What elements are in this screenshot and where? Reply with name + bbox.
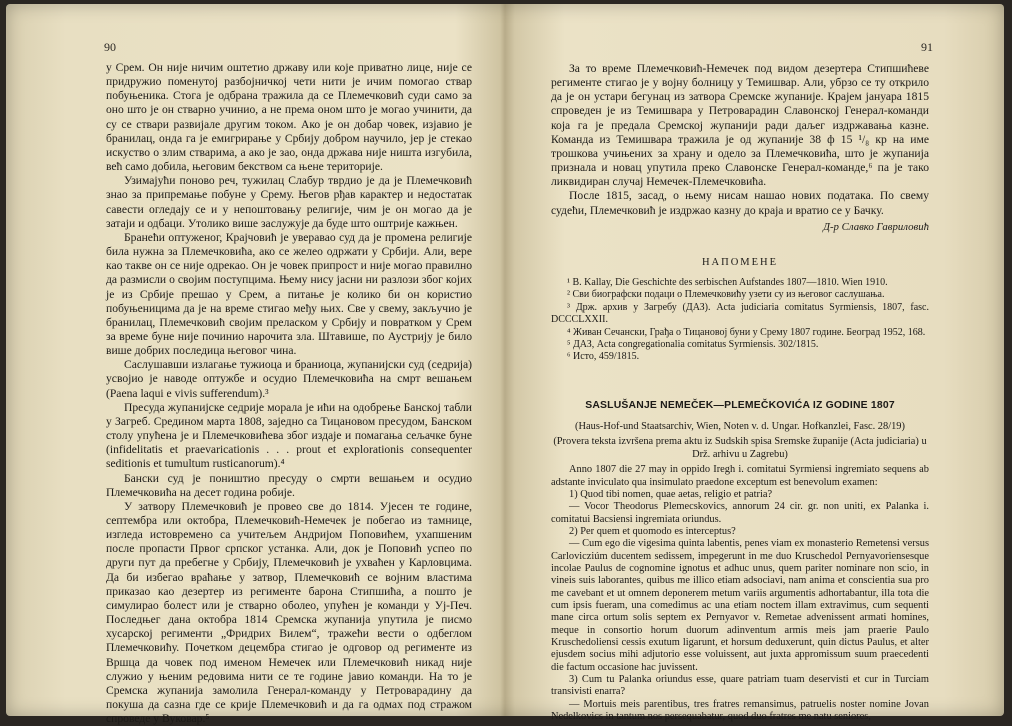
paragraph: У затвору Племечковић је провео све до 1814. Ујесен те године, септембра или октобра, Племечковић-Немечек је побегао из тамнице, изгледа истовремено са учитељем Андријом Поповићем, ухапшеним после пропасти Првог српског устанка. Али, док је Поповић успео по други пут да пребегне у Србију, Племечковић је ухваћен у Карловцима. Да би избегао враћање у затвор, Племечковић се војним властима приказао као дезертер из регименте барона Стипшића, а пошто је симулирао болест или је стварно оболео, упућен је команди у Уј-Печ. Последњег дана октобра 1814 Сремска жупанија упутила је писмо хусарској регименти „Фридрих Вилем“, тражећи вести о одбеглом Племечковићу. Почетком децембра стигао је одговор од регименте из Вршца да човек под именом Немечек или Племечковић никад није служио у њеним редовима нити се те године јавио команди. На то је Сремска жупанија замолила Генерал-команду у Петроварадину да покуша да сазна где се крије Племечковић и да га одмах под стражом спроведе у Вуковар.⁵ xyxy=(106,499,472,726)
paragraph: Пресуда жупанијске седрије морала је ићи на одобрење Банској табли у Загреб. Средином марта 1808, заједно са Тицановом пресудом, Банском столу упућена је и Племечковићева због издаје и помагања сељачке буне (infidelitatis et praevaricationis . . . prout et explorationis consequenter seditionis et tumultum rusticanorum).⁴ xyxy=(106,400,472,471)
latin-paragraph: — Vocor Theodorus Plemecskovics, annorum 24 cir. gr. non uniti, ex Palanka i. comitatui Bacsiensi ingremiata oriundus. xyxy=(551,501,929,525)
paragraph: Бански суд је поништио пресуду о смрти вешањем и осудио Племечковића на десет година робије. xyxy=(106,471,472,499)
article-title: SASLUŠANJE NEMEČEK—PLEMEČKOVIĆA IZ GODINE 1807 xyxy=(585,399,895,411)
latin-paragraph: 2) Per quem et quomodo es interceptus? xyxy=(569,525,736,537)
paragraph: За то време Племечковић-Немечек под видом дезертера Стипшићеве регименте стигао је у војну болницу у Темишвар. Али, убрзо се ту открило да је он устари бегунац из затвора Сремске жупаније. Крајем јануара 1815 спроведен је из Темишвара у Петроварадин Славонској Генерал-команди која га је предала Сремској жупанији ради даљег издржавања казне. Команда из Темишвара тражила је од жупаније 38 ф 15 ¹/₈ кр на име трошкова учињених за храну и одело за Племечковића, што је жупанија признала и новац упутила преко Славонске Генерал-команде,⁶ па је тако ликвидиран случај Немечек-Племечковића. xyxy=(551,62,929,189)
author-signature: Д-р Славко Гавриловић xyxy=(823,220,929,233)
paragraph: Узимајући поново реч, тужилац Слабур тврдио је да је Племечковић знао за припремање побуне у Срему. Његов рђав карактер и недостатак савести огледају се и у непоштовању религије, чим је он могао да је затаји и одбаци. Утолико више заслужује да буде што оштрије кажњен. xyxy=(106,174,472,230)
latin-paragraph: — Mortuis meis parentibus, tres fratres remansimus, patruelis noster nomine Jovan Nedelkovics in tantum nos persequabatur, quod duo fratres me natu seniores, xyxy=(551,698,929,723)
source-line: (Provera teksta izvršena prema aktu iz Sudskih spisa Sremske županije (Acta judiciaria) u Drž. arhivu u Zagrebu) xyxy=(553,436,927,460)
notes-heading: НАПОМЕНЕ xyxy=(701,256,779,268)
latin-paragraph: — Cum ego die vigesima quinta labentis, penes viam ex monasterio Remetensi versus Carlovicziúm ducentem sedissem, impegerunt in me duo Kruschedol Pernyavoriensesque incolae Paulus de cognomine ignotus et adhuc unus, quem pariter nominare non scio, in vineis suis laborantes, quibus me illico etiam adsociavi, nam anima et conscientia sua pro me cavebant et ut omnem deponerem metum variis argumentis adhortabantur, illa tota die cum ipsis fueram, una comedimus ac una etiam noctem illam extravimus, cum sequenti mane circa ortum solis septem ex Pernyavor v. Remetae advenissent armati homines, meque in consortio horum duorum adinventum armis meis jam praerie Paulo Kruschedoliensi cessis exutum ligarunt, et horsum deduxerunt, quin dictus Paulus, et alter ejusdem socius mihi adjutorio esse voluissent, aut juxta appromissum suum praecedenti die factum occasione hac juvissent. xyxy=(551,538,929,673)
latin-paragraph: Anno 1807 die 27 may in oppido Iregh i. comitatui Syrmiensi ingremiato sequens ab adstante inviculato qua insimulato praedone exceptum est benevolum examen: xyxy=(551,464,929,488)
footnote: ⁵ ДАЗ, Acta congregationalia comitatus Syrmiensis. 302/1815. xyxy=(567,339,819,351)
paragraph: Бранећи оптуженог, Крајчовић је уверавао суд да је промена религије била нужна за Племечковића, ако се желео одржати у Србији. Али, вере као такве он се није одрекао. Он је човек припрост и није могао правилно да размисли о својим поступцима. Њему нису јасни ни разлози због којих је из Србије прешао у Срем, а питање је колико би он користио побуњеницима да је на време стигао међу њих. Све у свему, закључио је бранилац, Племечковић својим преласком у Србију и повратком у Срем за време буне није починио нарочита зла. Штавише, по Аустрију је било више добрих последица његовог чина. xyxy=(106,230,472,358)
left-page xyxy=(6,4,505,726)
paragraph: у Срем. Он није ничим оштетио државу или које приватно лице, није се придружио поменутој разбојничкој чети нити је ичим помогао ствар побуњеника. Стога је одбрана тражила да се Племечковић суди само за оно што је он стварно учинио, а не према оном што је могао учинити, да су се ствари развијале другим током. Ако је он добар човек, изјавио је бранилац, онда га је емигрирање у Србију добром научило, јер је стекао искуство о злим стварима, а ако је зао, онда држава није ништа изгубила, већ само добила, његовим бекством са њене територије. xyxy=(106,61,472,174)
left-text-column xyxy=(106,61,472,726)
footnote: ¹ B. Kallay, Die Geschichte des serbischen Aufstandes 1807—1810. Wien 1910. xyxy=(567,277,888,289)
footnotes xyxy=(551,277,929,364)
latin-transcript xyxy=(551,464,929,723)
footnote: ² Сви биографски подаци о Племечковићу узети су из његовог саслушања. xyxy=(567,289,885,301)
page-number-right: 91 xyxy=(921,40,933,54)
source-line: (Haus-Hof-und Staatsarchiv, Wien, Noten v. d. Ungar. Hofkanzlei, Fasc. 28/19) xyxy=(575,421,905,433)
paragraph: После 1815, засад, о њему нисам нашао нових података. По свему судећи, Племечковић је издржао казну до краја и вратио се у Бачку. xyxy=(551,189,929,217)
footnote: ⁶ Исто, 459/1815. xyxy=(567,351,640,363)
footnote: ⁴ Живан Сечански, Грађа о Тицановој буни у Срему 1807 године. Београд 1952, 168. xyxy=(567,326,926,338)
paragraph: Саслушавши излагање тужиоца и браниоца, жупанијски суд (седрија) усвојио је наводе оптужбе и осудио Племечковића на смрт вешањем (Paena laqui e vivis sufferendum).³ xyxy=(106,358,472,400)
page-number-left: 90 xyxy=(104,40,116,54)
right-page xyxy=(505,4,1004,723)
latin-paragraph: 3) Cum tu Palanka oriundus esse, quare patriam tuam deservisti et cur in Turciam transivisti enarra? xyxy=(551,674,929,698)
book-spread xyxy=(6,4,1004,726)
footnote: ³ Држ. архив у Загребу (ДАЗ). Acta judiciaria comitatus Syrmiensis, 1807, fasc. DCCCLXXII. xyxy=(551,301,929,326)
latin-paragraph: 1) Quod tibi nomen, quae aetas, religio et patria? xyxy=(569,488,773,500)
right-text-column xyxy=(551,62,929,723)
